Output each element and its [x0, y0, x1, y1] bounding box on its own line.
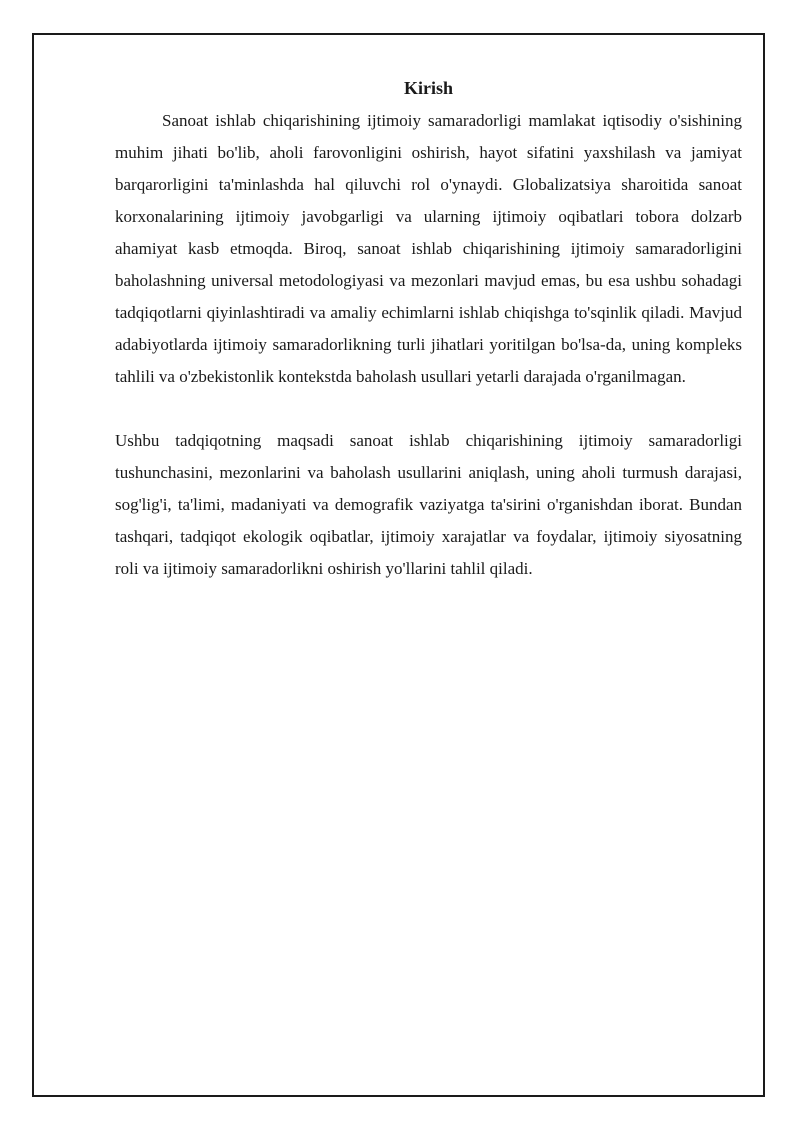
page-title: Kirish: [403, 78, 453, 98]
paragraph-aim: Ushbu tadqiqotning maqsadi sanoat ishlab chiqarishining ijtimoiy samaradorligi tushunchasini, mezonlarini va baholash usullarini aniqlash, uning aholi turmush darajasi, sog'lig'i, ta'limi, madaniyati va demografik vaziyatga ta'sirini o'rganishdan iborat. Bundan tashqari, tadqiqot ekologik oqibatlar, ijtimoiy xarajatlar va foydalar, ijtimoiy siyosatning roli va ijtimoiy samaradorlikni oshirish yo'llarini tahlil qiladi.: [115, 431, 742, 578]
document-body: [115, 75, 742, 585]
paragraph-introduction: Sanoat ishlab chiqarishining ijtimoiy samaradorligi mamlakat iqtisodiy o'sishining muhim jihati bo'lib, aholi farovonligini oshirish, hayot sifatini yaxshilash va jamiyat barqarorligini ta'minlashda hal qiluvchi rol o'ynaydi. Globalizatsiya sharoitida sanoat korxonalarining ijtimoiy javobgarligi va ularning ijtimoiy oqibatlari tobora dolzarb ahamiyat kasb etmoqda. Biroq, sanoat ishlab chiqarishining ijtimoiy samaradorligini baholashning universal metodologiyasi va mezonlari mavjud emas, bu esa ushbu sohadagi tadqiqotlarni qiyinlashtiradi va amaliy echimlarni ishlab chiqishga to'sqinlik qiladi. Mavjud adabiyotlarda ijtimoiy samaradorlikning turli jihatlari yoritilgan bo'lsa-da, uning kompleks tahlili va o'zbekistonlik kontekstda baholash usullari yetarli darajada o'rganilmagan.: [115, 111, 742, 386]
paragraph-spacer: [115, 393, 742, 425]
